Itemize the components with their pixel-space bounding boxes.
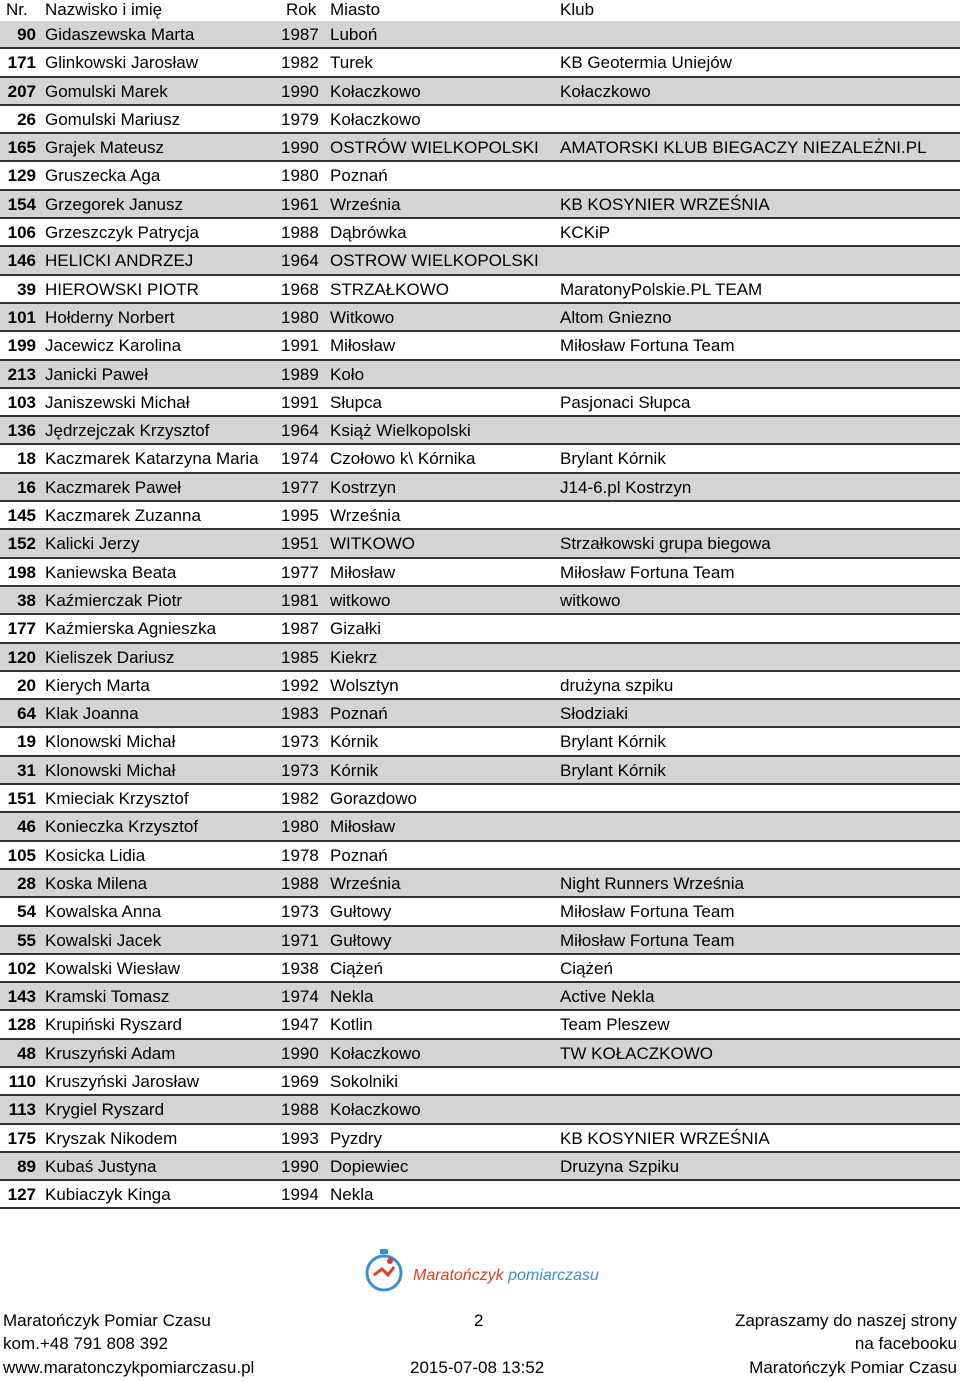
cell-miasto: STRZAŁKOWO	[330, 279, 450, 299]
cell-miasto: Słupca	[330, 392, 382, 412]
cell-name: Kruszyński Adam	[45, 1043, 176, 1063]
header-rok: Rok	[286, 0, 317, 19]
cell-name: Kieliszek Dariusz	[45, 647, 175, 667]
cell-miasto: Kiekrz	[330, 647, 378, 667]
cell-name: HELICKI ANDRZEJ	[45, 251, 194, 271]
cell-miasto: Kołaczkowo	[330, 1043, 421, 1063]
cell-nr: 19	[17, 732, 36, 752]
stopwatch-runner-icon	[360, 1245, 412, 1295]
cell-rok: 1969	[281, 1071, 319, 1091]
cell-rok: 1982	[281, 53, 319, 73]
table-row	[0, 78, 960, 106]
cell-rok: 1991	[281, 392, 319, 412]
table-row	[0, 445, 960, 473]
footer-date: 2015-07-08 13:52	[410, 1358, 545, 1377]
cell-name: Kaczmarek Zuzanna	[45, 506, 201, 526]
table-row	[0, 502, 960, 530]
logo	[360, 1245, 610, 1295]
cell-miasto: Gułtowy	[330, 930, 392, 950]
cell-rok: 1973	[281, 732, 319, 752]
cell-name: Kalicki Jerzy	[45, 534, 140, 554]
cell-name: Gidaszewska Marta	[45, 25, 195, 44]
table-row	[0, 898, 960, 926]
cell-miasto: Miłosław	[330, 562, 396, 582]
cell-miasto: Książ Wielkopolski	[330, 421, 471, 441]
cell-name: Grajek Mateusz	[45, 138, 165, 158]
footer-company-right: Maratończyk Pomiar Czasu	[749, 1358, 957, 1377]
cell-nr: 207	[7, 81, 36, 101]
cell-rok: 1988	[281, 223, 319, 243]
cell-klub: Miłosław Fortuna Team	[560, 930, 735, 950]
cell-miasto: Kotlin	[330, 1015, 373, 1035]
cell-miasto: Kórnik	[330, 732, 379, 752]
cell-rok: 1980	[281, 307, 319, 327]
cell-nr: 171	[7, 53, 36, 73]
cell-klub: Brylant Kórnik	[560, 732, 666, 752]
cell-rok: 1968	[281, 279, 319, 299]
cell-miasto: OSTRÓW WIELKOPOLSKI	[330, 138, 539, 158]
cell-klub: Brylant Kórnik	[560, 760, 666, 780]
cell-name: Koska Milena	[45, 873, 148, 893]
table-row	[0, 1011, 960, 1039]
cell-name: Grzegorek Janusz	[45, 194, 183, 214]
cell-rok: 1995	[281, 506, 319, 526]
cell-name: Konieczka Krzysztof	[45, 817, 199, 837]
cell-rok: 1961	[281, 194, 319, 214]
logo-text-part1: Maratończyk	[413, 1267, 504, 1284]
table-row	[0, 700, 960, 728]
cell-rok: 1973	[281, 902, 319, 922]
cell-miasto: Poznań	[330, 704, 388, 724]
cell-rok: 1994	[281, 1185, 319, 1205]
cell-miasto: Czołowo k\ Kórnika	[330, 449, 476, 469]
results-table	[0, 21, 960, 1209]
header-miasto: Miasto	[330, 0, 381, 19]
table-row	[0, 1153, 960, 1181]
table-row	[0, 247, 960, 275]
cell-name: Kaczmarek Katarzyna Maria	[45, 449, 259, 469]
table-row	[0, 474, 960, 502]
cell-nr: 39	[17, 279, 36, 299]
cell-nr: 146	[7, 251, 36, 271]
cell-klub: KB Geotermia Uniejów	[560, 53, 732, 73]
cell-rok: 1990	[281, 1043, 319, 1063]
table-row	[0, 927, 960, 955]
cell-miasto: Września	[330, 506, 401, 526]
cell-klub: Miłosław Fortuna Team	[560, 562, 735, 582]
table-row	[0, 728, 960, 756]
cell-miasto: Gułtowy	[330, 902, 392, 922]
cell-nr: 55	[17, 930, 36, 950]
cell-nr: 105	[7, 845, 36, 865]
cell-nr: 102	[7, 958, 36, 978]
cell-name: Klak Joanna	[45, 704, 139, 724]
cell-rok: 1951	[281, 534, 319, 554]
cell-miasto: WITKOWO	[330, 534, 415, 554]
cell-klub: Miłosław Fortuna Team	[560, 902, 735, 922]
cell-rok: 1985	[281, 647, 319, 667]
cell-miasto: Miłosław	[330, 336, 396, 356]
cell-nr: 106	[7, 223, 36, 243]
cell-miasto: Sokolniki	[330, 1071, 399, 1091]
cell-klub: Słodziaki	[560, 704, 629, 724]
table-row	[0, 870, 960, 898]
cell-miasto: witkowo	[330, 590, 391, 610]
cell-name: Kaźmierczak Piotr	[45, 590, 182, 610]
cell-name: Jędrzejczak Krzysztof	[45, 421, 210, 441]
cell-nr: 127	[7, 1185, 36, 1205]
cell-rok: 1987	[281, 25, 319, 44]
cell-rok: 1964	[281, 421, 319, 441]
cell-miasto: Ciążeń	[330, 958, 383, 978]
cell-nr: 175	[7, 1128, 36, 1148]
cell-miasto: Kórnik	[330, 760, 379, 780]
table-row	[0, 1068, 960, 1096]
logo-text-part2: pomiar	[503, 1267, 558, 1284]
cell-miasto: Nekla	[330, 987, 374, 1007]
table-header	[0, 0, 960, 20]
cell-klub: Miłosław Fortuna Team	[560, 336, 735, 356]
cell-klub: Kołaczkowo	[560, 81, 651, 101]
cell-miasto: Witkowo	[330, 307, 395, 327]
cell-nr: 18	[17, 449, 36, 469]
cell-nr: 151	[7, 789, 36, 809]
cell-klub: Strzałkowski grupa biegowa	[560, 534, 771, 554]
cell-klub: KB KOSYNIER WRZEŚNIA	[560, 194, 770, 214]
cell-name: Jacewicz Karolina	[45, 336, 182, 356]
cell-klub: witkowo	[560, 590, 621, 610]
cell-klub: KB KOSYNIER WRZEŚNIA	[560, 1128, 770, 1148]
cell-nr: 26	[17, 109, 36, 129]
cell-miasto: Poznań	[330, 845, 388, 865]
cell-miasto: Kołaczkowo	[330, 109, 421, 129]
cell-name: Kosicka Lidia	[45, 845, 146, 865]
table-row	[0, 559, 960, 587]
logo-text-part3: czasu	[557, 1267, 599, 1284]
cell-rok: 1974	[281, 987, 319, 1007]
cell-klub: Altom Gniezno	[560, 307, 672, 327]
cell-name: Kaniewska Beata	[45, 562, 177, 582]
cell-miasto: Miłosław	[330, 817, 396, 837]
table-row	[0, 219, 960, 247]
cell-nr: 54	[17, 902, 36, 922]
cell-name: Klonowski Michał	[45, 760, 176, 780]
cell-miasto: Koło	[330, 364, 365, 384]
table-row	[0, 389, 960, 417]
cell-nr: 16	[17, 477, 36, 497]
footer-facebook: na facebooku	[854, 1334, 957, 1353]
cell-name: Kaźmierska Agnieszka	[45, 619, 217, 639]
cell-nr: 90	[17, 25, 36, 44]
table-row	[0, 21, 960, 49]
cell-name: Kaczmarek Paweł	[45, 477, 182, 497]
cell-rok: 1988	[281, 873, 319, 893]
cell-nr: 199	[7, 336, 36, 356]
cell-nr: 31	[17, 760, 36, 780]
cell-rok: 1987	[281, 619, 319, 639]
cell-nr: 213	[7, 364, 36, 384]
cell-klub: J14-6.pl Kostrzyn	[560, 477, 692, 497]
table-row	[0, 276, 960, 304]
header-name: Nazwisko i imię	[45, 0, 163, 19]
cell-klub: Team Pleszew	[560, 1015, 670, 1035]
cell-rok: 1982	[281, 789, 319, 809]
cell-miasto: Września	[330, 194, 401, 214]
cell-nr: 110	[8, 1071, 36, 1091]
cell-nr: 120	[7, 647, 36, 667]
table-row	[0, 361, 960, 389]
cell-rok: 1964	[281, 251, 319, 271]
cell-name: Kowalski Wiesław	[45, 958, 181, 978]
table-row	[0, 1096, 960, 1124]
cell-rok: 1992	[281, 675, 319, 695]
cell-klub: Brylant Kórnik	[560, 449, 666, 469]
cell-nr: 152	[7, 534, 36, 554]
cell-miasto: Dąbrówka	[330, 223, 407, 243]
table-row	[0, 1181, 960, 1209]
footer-invite: Zapraszamy do naszej strony	[734, 1311, 957, 1330]
cell-name: Kowalska Anna	[45, 902, 162, 922]
cell-miasto: Kołaczkowo	[330, 81, 421, 101]
cell-nr: 89	[17, 1156, 36, 1176]
page-footer	[0, 1310, 960, 1382]
cell-nr: 165	[7, 138, 36, 158]
cell-name: Janicki Paweł	[45, 364, 148, 384]
cell-rok: 1973	[281, 760, 319, 780]
cell-name: Grzeszczyk Patrycja	[45, 223, 199, 243]
table-row	[0, 757, 960, 785]
cell-rok: 1977	[281, 562, 319, 582]
table-row	[0, 1040, 960, 1068]
cell-nr: 154	[7, 194, 36, 214]
cell-nr: 143	[7, 987, 36, 1007]
cell-nr: 198	[7, 562, 36, 582]
table-row	[0, 162, 960, 190]
table-row	[0, 134, 960, 162]
cell-miasto: Dopiewiec	[330, 1156, 409, 1176]
cell-rok: 1938	[281, 958, 319, 978]
cell-miasto: Nekla	[330, 1185, 374, 1205]
cell-nr: 48	[17, 1043, 36, 1063]
cell-name: Kowalski Jacek	[45, 930, 162, 950]
cell-rok: 1990	[281, 81, 319, 101]
header-nr: Nr.	[6, 0, 28, 19]
footer-company: Maratończyk Pomiar Czasu	[3, 1311, 211, 1330]
cell-name: Klonowski Michał	[45, 732, 176, 752]
cell-name: Kubaś Justyna	[45, 1156, 157, 1176]
cell-nr: 113	[8, 1100, 36, 1120]
cell-miasto: OSTROW WIELKOPOLSKI	[330, 251, 539, 271]
cell-name: Gomulski Marek	[45, 81, 168, 101]
cell-klub: Pasjonaci Słupca	[560, 392, 691, 412]
cell-name: Kryszak Nikodem	[45, 1128, 178, 1148]
table-row	[0, 615, 960, 643]
cell-nr: 177	[7, 619, 36, 639]
cell-rok: 1989	[281, 364, 319, 384]
cell-nr: 145	[7, 506, 36, 526]
cell-rok: 1988	[281, 1100, 319, 1120]
cell-klub: drużyna szpiku	[560, 675, 674, 695]
cell-name: Kubiaczyk Kinga	[45, 1185, 171, 1205]
cell-nr: 64	[17, 704, 36, 724]
logo-text	[413, 1267, 599, 1285]
cell-miasto: Gizałki	[330, 619, 382, 639]
cell-miasto: Poznań	[330, 166, 388, 186]
cell-nr: 136	[7, 421, 36, 441]
cell-miasto: Kostrzyn	[330, 477, 397, 497]
cell-klub: TW KOŁACZKOWO	[560, 1043, 713, 1063]
cell-miasto: Pyzdry	[330, 1128, 382, 1148]
table-row	[0, 842, 960, 870]
cell-rok: 1977	[281, 477, 319, 497]
table-row	[0, 417, 960, 445]
cell-rok: 1974	[281, 449, 319, 469]
cell-name: Janiszewski Michał	[45, 392, 190, 412]
cell-nr: 129	[7, 166, 36, 186]
cell-klub: Ciążeń	[560, 958, 613, 978]
cell-name: Kmieciak Krzysztof	[45, 789, 189, 809]
table-row	[0, 191, 960, 219]
table-row	[0, 1125, 960, 1153]
header-klub: Klub	[560, 0, 595, 19]
table-row	[0, 49, 960, 77]
footer-phone: kom.+48 791 808 392	[3, 1334, 168, 1353]
cell-nr: 46	[17, 817, 36, 837]
table-row	[0, 672, 960, 700]
cell-klub: KCKiP	[560, 223, 611, 243]
cell-nr: 128	[7, 1015, 36, 1035]
table-row	[0, 785, 960, 813]
footer-page-number: 2	[474, 1311, 484, 1330]
cell-name: Gomulski Mariusz	[45, 109, 181, 129]
cell-rok: 1979	[281, 109, 319, 129]
cell-rok: 1990	[281, 138, 319, 158]
cell-klub: Night Runners Września	[560, 873, 744, 893]
cell-miasto: Września	[330, 873, 401, 893]
table-row	[0, 304, 960, 332]
table-row	[0, 644, 960, 672]
cell-miasto: Wolsztyn	[330, 675, 399, 695]
cell-miasto: Kołaczkowo	[330, 1100, 421, 1120]
cell-miasto: Turek	[330, 53, 373, 73]
cell-name: Gruszecka Aga	[45, 166, 161, 186]
cell-klub: MaratonyPolskie.PL TEAM	[560, 279, 763, 299]
cell-rok: 1983	[281, 704, 319, 724]
cell-rok: 1980	[281, 817, 319, 837]
cell-name: Kruszyński Jarosław	[45, 1071, 199, 1091]
cell-name: Hołderny Norbert	[45, 307, 175, 327]
table-row	[0, 587, 960, 615]
footer-website: www.maratonczykpomiarczasu.pl	[3, 1358, 255, 1377]
cell-nr: 38	[17, 590, 36, 610]
cell-miasto: Luboń	[330, 25, 378, 44]
table-row	[0, 332, 960, 360]
cell-name: Glinkowski Jarosław	[45, 53, 199, 73]
cell-name: Krygiel Ryszard	[45, 1100, 165, 1120]
cell-rok: 1981	[281, 590, 319, 610]
table-row	[0, 983, 960, 1011]
table-row	[0, 955, 960, 983]
cell-nr: 101	[7, 307, 36, 327]
cell-rok: 1978	[281, 845, 319, 865]
cell-name: Kierych Marta	[45, 675, 150, 695]
cell-rok: 1990	[281, 1156, 319, 1176]
cell-rok: 1991	[281, 336, 319, 356]
cell-klub: Active Nekla	[560, 987, 655, 1007]
table-row	[0, 106, 960, 134]
cell-nr: 103	[7, 392, 36, 412]
cell-name: Kramski Tomasz	[45, 987, 170, 1007]
cell-rok: 1993	[281, 1128, 319, 1148]
cell-klub: AMATORSKI KLUB BIEGACZY NIEZALEŻNI.PL	[560, 138, 927, 158]
table-row	[0, 813, 960, 841]
cell-klub: Druzyna Szpiku	[560, 1156, 680, 1176]
cell-name: HIEROWSKI PIOTR	[45, 279, 199, 299]
cell-rok: 1980	[281, 166, 319, 186]
cell-rok: 1947	[281, 1015, 319, 1035]
cell-miasto: Gorazdowo	[330, 789, 417, 809]
table-row	[0, 530, 960, 558]
cell-rok: 1971	[281, 930, 319, 950]
cell-nr: 20	[17, 675, 36, 695]
cell-name: Krupiński Ryszard	[45, 1015, 182, 1035]
cell-nr: 28	[17, 873, 36, 893]
